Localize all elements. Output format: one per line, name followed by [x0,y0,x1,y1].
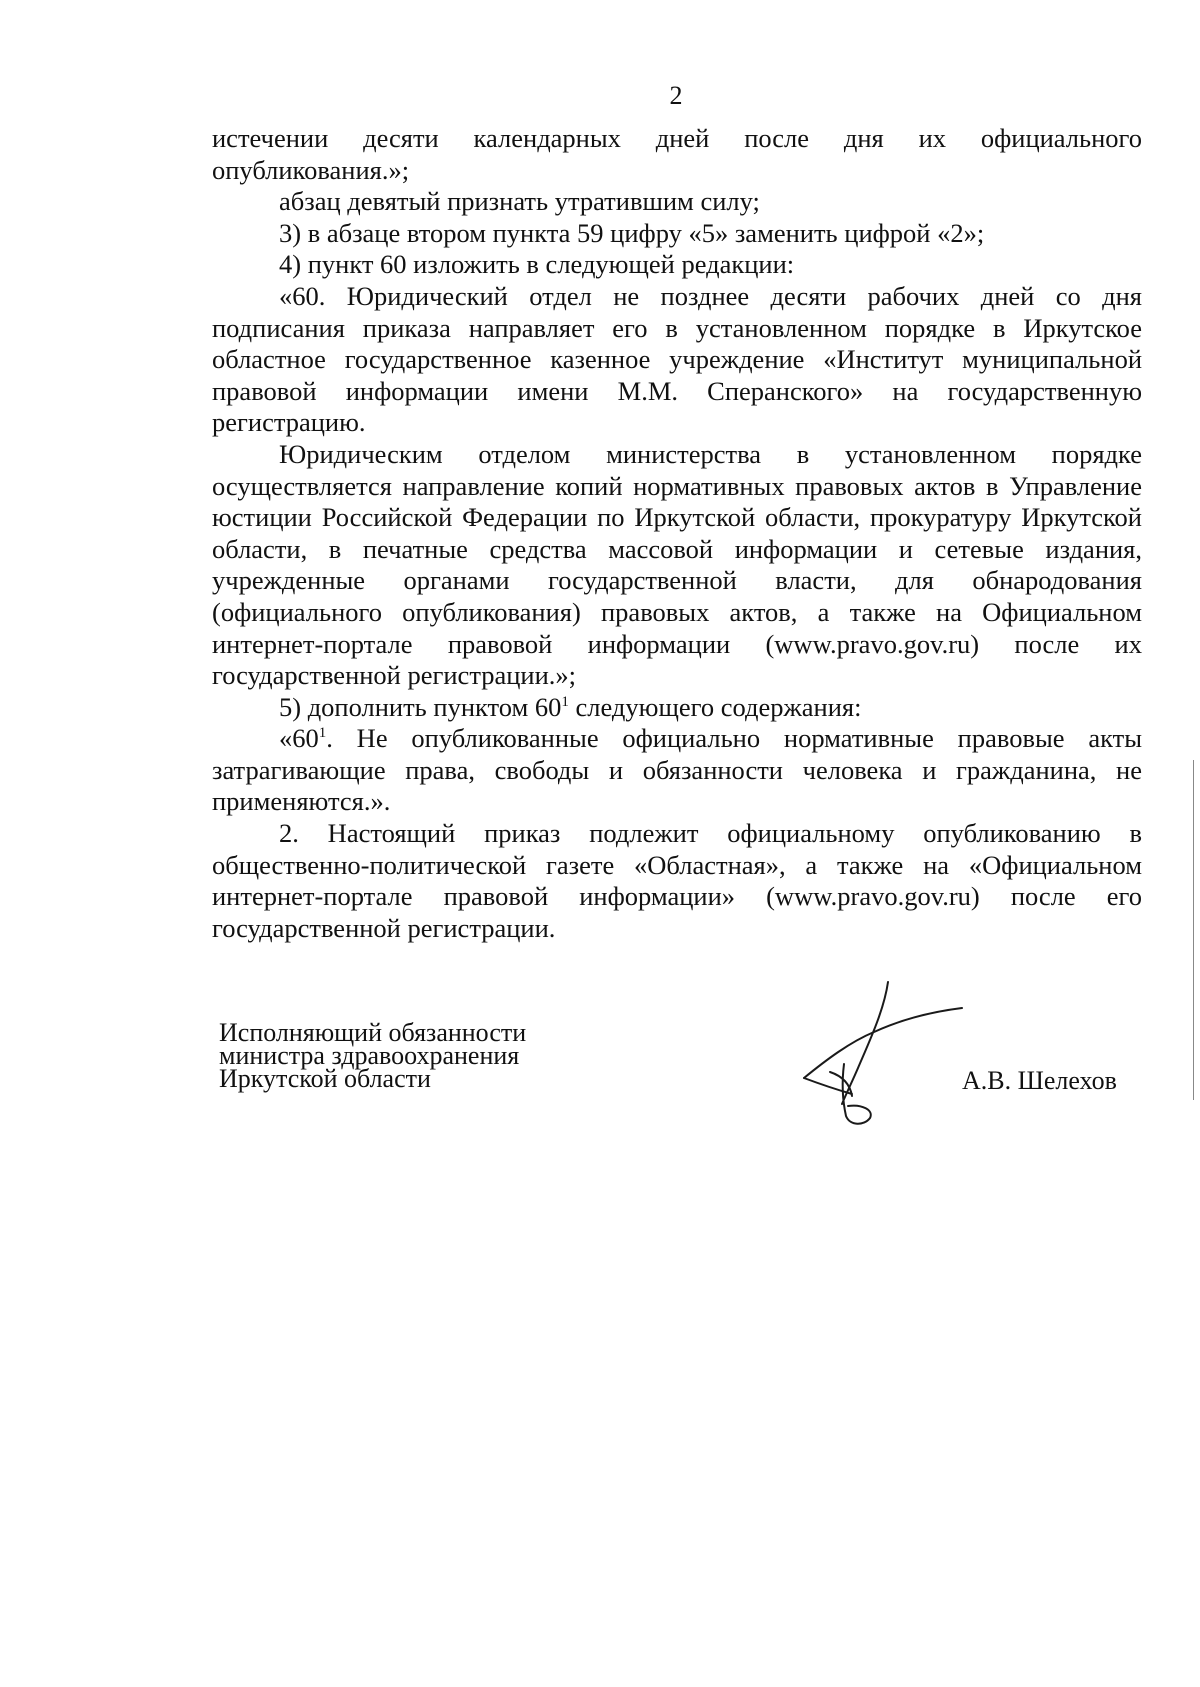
superscript-1: 1 [561,693,569,710]
paragraph-punkt-60-1-text-a: «60 [279,723,319,754]
signatory-title-line: Иркутской области [219,1064,431,1093]
superscript-1: 1 [318,725,327,742]
paragraph-item-4: 4) пункт 60 изложить в следующей редакции: [279,249,795,280]
handwritten-signature [790,980,970,1130]
paragraph-item-3: 3) в абзаце втором пункта 59 цифру «5» заменить цифрой «2»; [279,217,985,248]
page-number: 2 [669,81,683,110]
paragraph-item-2-publication: 2. Настоящий приказ подлежит официальному опубликованию в общественно-политической газете «Областная», а также на «Официальном интернет-портале правовой информации» (www.pravo.gov.ru) после его государственной регистрации. [212,818,1142,943]
signatory-title-line: Исполняющий обязанности [219,1018,527,1047]
scan-edge-line [1193,760,1194,1100]
paragraph-item-5 [212,692,1142,724]
paragraph-item-5-text-a: 5) дополнить пунктом 60 [279,691,562,722]
document-body [212,123,1142,944]
paragraph-item-5-text-b: следующего содержания: [568,691,862,722]
paragraph-abzac-devyatyi: абзац девятый признать утратившим силу; [279,186,760,217]
signatory-title-line: министра здравоохранения [219,1041,520,1070]
signatory-name: А.В. Шелехов [962,1066,1117,1095]
paragraph-continuation: истечении десяти календарных дней после дня их официального опубликования.»; [212,123,1142,185]
signatory-title [219,1018,527,1093]
paragraph-punkt-60-1 [212,723,1142,818]
paragraph-legal-department: Юридическим отделом министерства в установленном порядке осуществляется направление копий нормативных правовых актов в Управление юстиции Российской Федерации по Иркутской области, прокуратуру Иркутской области, в печатные средства массовой информации и сетевые издания, учрежденные органами государственной власти, для обнародования (официального опубликования) правовых актов, а также на Официальном интернет-портале правовой информации (www.pravo.gov.ru) после их государственной регистрации.»; [212,438,1142,691]
paragraph-punkt-60-1-text-b: . Не опубликованные официально нормативные правовые акты затрагивающие права, свободы и обязанности человека и гражданина, не применяются.». [212,723,1142,817]
paragraph-punkt-60: «60. Юридический отдел не позднее десяти рабочих дней со дня подписания приказа направляет его в установленном порядке в Иркутское областное государственное казенное учреждение «Институт муниципальной правовой информации имени М.М. Сперанского» на государственную регистрацию. [212,280,1142,438]
